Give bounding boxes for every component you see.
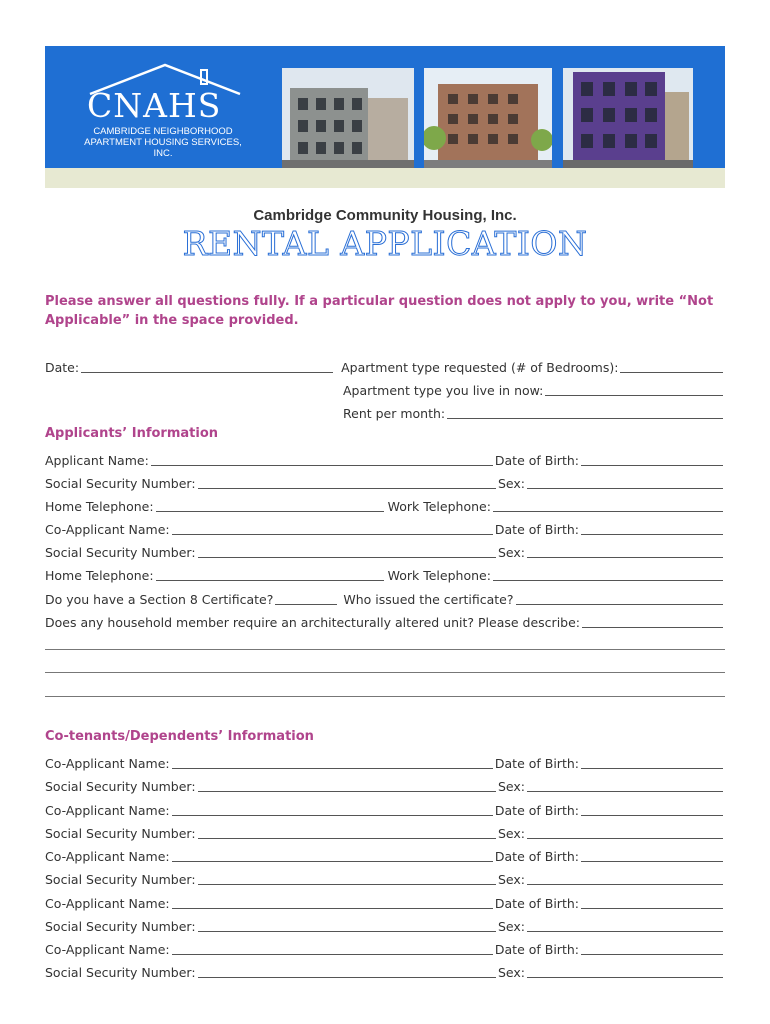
row-applicant-phones: [45, 494, 725, 514]
altered-unit-line-3[interactable]: [45, 672, 725, 673]
building-photo-3: [563, 68, 693, 168]
row-cotenant-ssn: [45, 821, 725, 841]
coapplicant-sex-field[interactable]: [527, 543, 723, 558]
cotenant-name-label: Co-Applicant Name:: [45, 895, 170, 911]
coapplicant-ssn-label: Social Security Number:: [45, 545, 196, 560]
apt-requested-label: Apartment type requested (# of Bedrooms):: [341, 360, 619, 375]
logo-brand: CNAHS: [87, 86, 222, 125]
cotenant-ssn-field[interactable]: [198, 777, 496, 792]
date-label: Date:: [45, 360, 80, 375]
section8-field[interactable]: [275, 590, 337, 605]
applicant-home-tel-label: Home Telephone:: [45, 499, 154, 514]
cotenant-dob-label: Date of Birth:: [494, 802, 579, 818]
altered-unit-line-2[interactable]: [45, 649, 725, 650]
row-coapplicant-phones: [45, 563, 725, 583]
cotenant-sex-label: Sex:: [497, 918, 525, 934]
row-cotenant-ssn: [45, 867, 725, 887]
cotenant-name-field[interactable]: [172, 801, 493, 816]
cotenant-name-label: Co-Applicant Name:: [45, 942, 170, 957]
coapplicant-home-tel-label: Home Telephone:: [45, 568, 154, 583]
issued-by-field[interactable]: [516, 590, 724, 605]
header-banner: [45, 46, 725, 168]
apt-requested-field[interactable]: [620, 358, 723, 373]
row-cotenant-name: [45, 891, 725, 911]
building-photo-2: [424, 68, 552, 168]
cotenant-name-label: Co-Applicant Name:: [45, 849, 170, 864]
cotenant-sex-field[interactable]: [527, 917, 723, 932]
row-cotenant-name: [45, 751, 725, 771]
header-strip: [45, 168, 725, 188]
cotenant-name-field[interactable]: [172, 940, 493, 955]
applicant-sex-label: Sex:: [497, 476, 525, 491]
form-title: RENTAL APPLICATION: [182, 224, 588, 263]
coapplicant-name-field[interactable]: [172, 520, 493, 535]
cotenant-ssn-label: Social Security Number:: [45, 872, 196, 888]
applicant-home-tel-field[interactable]: [156, 497, 384, 512]
rent-label: Rent per month:: [343, 406, 446, 421]
applicant-name-label: Applicant Name:: [45, 453, 149, 468]
company-name: Cambridge Community Housing, Inc.: [253, 207, 517, 224]
cotenant-name-field[interactable]: [172, 847, 493, 862]
cotenant-dob-label: Date of Birth:: [494, 895, 579, 911]
applicant-work-tel-label: Work Telephone:: [387, 499, 491, 514]
applicant-work-tel-field[interactable]: [493, 497, 723, 512]
issued-by-label: Who issued the certificate?: [343, 592, 514, 607]
building-photo-1: [282, 68, 414, 168]
cotenant-sex-field[interactable]: [527, 777, 723, 792]
cotenant-sex-field[interactable]: [527, 824, 723, 839]
applicants-section-heading: Applicants’ Information: [45, 426, 218, 441]
row-cotenant-ssn: [45, 774, 725, 794]
cotenant-dob-field[interactable]: [581, 801, 723, 816]
coapplicant-sex-label: Sex:: [497, 545, 525, 560]
row-cotenant-name: [45, 844, 725, 864]
cotenant-ssn-label: Social Security Number:: [45, 918, 196, 934]
row-cotenant-ssn: [45, 960, 725, 980]
cotenant-dob-label: Date of Birth:: [494, 849, 579, 864]
applicant-ssn-field[interactable]: [198, 474, 496, 489]
section8-label: Do you have a Section 8 Certificate?: [45, 592, 274, 607]
cotenant-ssn-field[interactable]: [198, 963, 496, 978]
coapplicant-dob-field[interactable]: [581, 520, 723, 535]
apt-live-field[interactable]: [545, 381, 723, 396]
cotenants-section-heading: Co-tenants/Dependents’ Information: [45, 729, 314, 744]
altered-unit-field[interactable]: [582, 613, 723, 628]
coapplicant-work-tel-field[interactable]: [493, 566, 723, 581]
row-date-apt-requested: [45, 355, 725, 375]
applicant-dob-field[interactable]: [581, 451, 723, 466]
cotenant-dob-label: Date of Birth:: [494, 756, 579, 771]
cotenant-ssn-field[interactable]: [198, 824, 496, 839]
cotenant-dob-label: Date of Birth:: [494, 942, 579, 957]
apt-live-label: Apartment type you live in now:: [343, 383, 544, 398]
date-field[interactable]: [81, 358, 333, 373]
cotenant-dob-field[interactable]: [581, 894, 723, 909]
coapplicant-home-tel-field[interactable]: [156, 566, 384, 581]
applicant-sex-field[interactable]: [527, 474, 723, 489]
cotenant-name-field[interactable]: [172, 894, 493, 909]
cotenant-dob-field[interactable]: [581, 847, 723, 862]
coapplicant-work-tel-label: Work Telephone:: [387, 568, 491, 583]
row-coapplicant-ssn: [45, 540, 725, 560]
cotenant-sex-label: Sex:: [497, 779, 525, 795]
cotenant-dob-field[interactable]: [581, 940, 723, 955]
coapplicant-ssn-field[interactable]: [198, 543, 496, 558]
row-applicant-name: [45, 448, 725, 468]
applicant-dob-label: Date of Birth:: [494, 453, 579, 468]
cotenant-ssn-label: Social Security Number:: [45, 779, 196, 795]
cotenant-ssn-label: Social Security Number:: [45, 965, 196, 981]
cotenant-dob-field[interactable]: [581, 754, 723, 769]
coapplicant-name-label: Co-Applicant Name:: [45, 522, 170, 537]
coapplicant-dob-label: Date of Birth:: [494, 522, 579, 537]
row-cotenant-name: [45, 798, 725, 818]
instructions: Please answer all questions fully. If a particular question does not apply to you, write “Not Applicable” in the space provided.: [45, 294, 714, 328]
row-section8: [45, 587, 725, 607]
cotenant-sex-label: Sex:: [497, 965, 525, 981]
cotenant-ssn-field[interactable]: [198, 870, 496, 885]
row-altered-unit: [45, 610, 725, 630]
altered-unit-line-4[interactable]: [45, 696, 725, 697]
row-applicant-ssn: [45, 471, 725, 491]
cotenant-name-label: Co-Applicant Name:: [45, 802, 170, 818]
cotenant-ssn-label: Social Security Number:: [45, 825, 196, 841]
row-cotenant-name: [45, 937, 725, 957]
altered-unit-label: Does any household member require an architecturally altered unit? Please describe:: [45, 615, 581, 630]
row-rent: [45, 401, 725, 421]
cotenant-sex-field[interactable]: [527, 870, 723, 885]
cotenant-sex-label: Sex:: [497, 872, 525, 888]
cotenant-sex-label: Sex:: [497, 825, 525, 841]
logo-subtitle: CAMBRIDGE NEIGHBORHOOD APARTMENT HOUSING SERVICES, INC.: [84, 126, 242, 159]
cotenant-name-field[interactable]: [172, 754, 493, 769]
applicant-name-field[interactable]: [151, 451, 493, 466]
row-cotenant-ssn: [45, 914, 725, 934]
cotenant-ssn-field[interactable]: [198, 917, 496, 932]
cotenant-sex-field[interactable]: [527, 963, 723, 978]
applicant-ssn-label: Social Security Number:: [45, 476, 196, 491]
cotenant-name-label: Co-Applicant Name:: [45, 756, 170, 771]
row-apt-live: [45, 378, 725, 398]
row-coapplicant-name: [45, 517, 725, 537]
rent-field[interactable]: [447, 404, 723, 419]
